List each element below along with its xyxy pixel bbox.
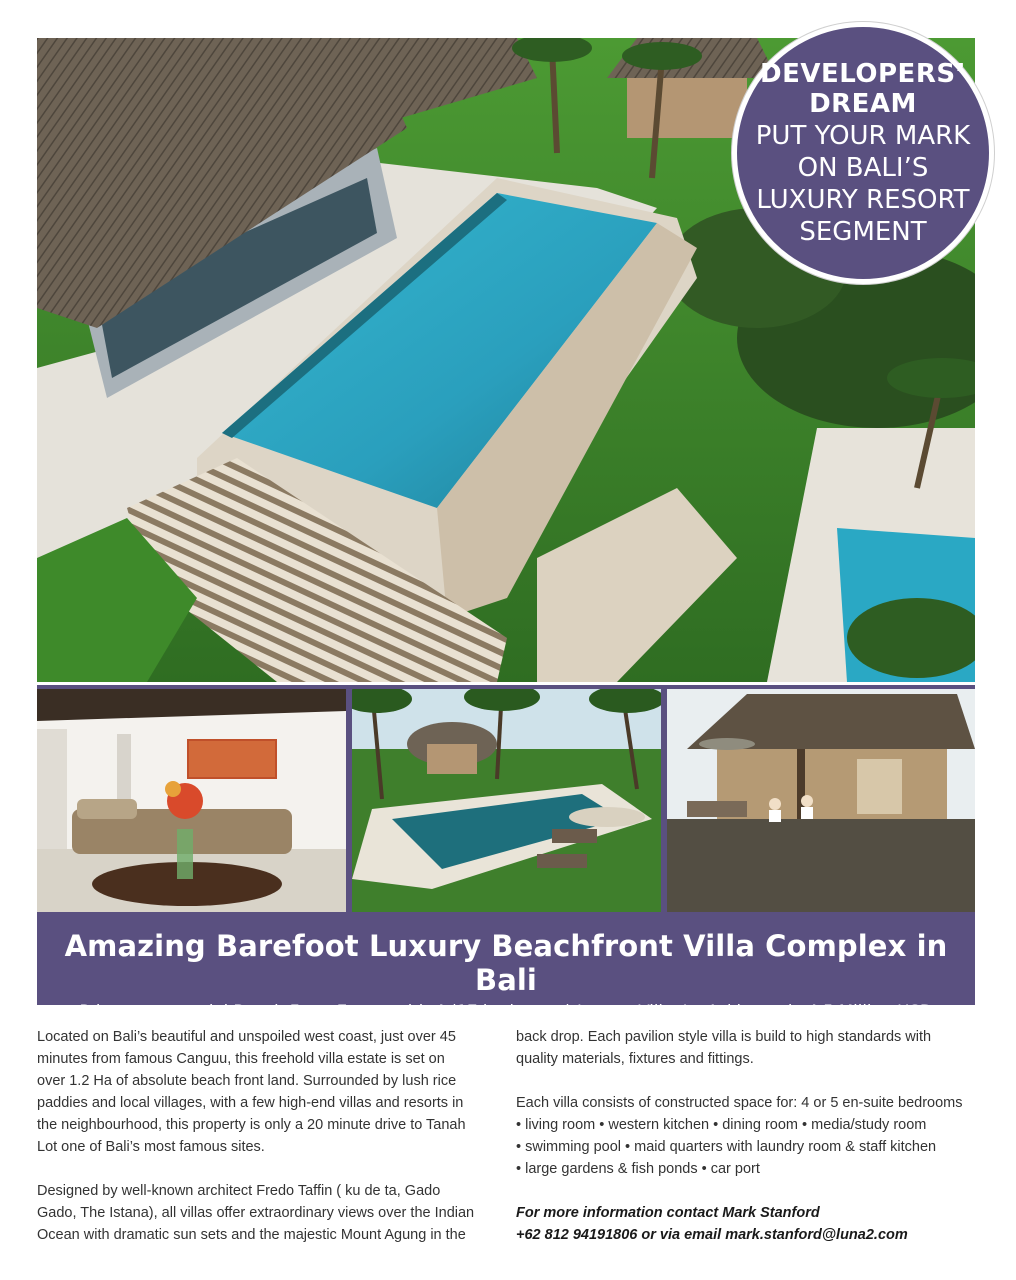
listing-title: Amazing Barefoot Luxury Beachfront Villa Complex in Bali xyxy=(64,929,948,997)
badge-subline-2: ON BALI’S xyxy=(797,153,929,183)
listing-subtitle: Prime commercial Beach Front Estate with 4 (17 bedrooms) Luxury Villas! – Asking only 4.5 Million USD xyxy=(79,1002,933,1021)
body-line: Ocean with dramatic sun sets and the majestic Mount Agung in the xyxy=(37,1227,466,1243)
developers-dream-badge xyxy=(732,22,994,284)
garden-pool-illustration xyxy=(352,689,661,912)
pavilion-villa-photo xyxy=(667,689,975,912)
contact-line-2: +62 812 94191806 or via email mark.stanford@luna2.com xyxy=(516,1227,908,1243)
badge-headline-line-1: DEVELOPERS’ xyxy=(760,59,966,89)
feature-line: • swimming pool • maid quarters with laundry room & staff kitchen xyxy=(516,1139,937,1155)
paragraph-gap xyxy=(516,1070,978,1092)
badge-subline-1: PUT YOUR MARK xyxy=(755,121,971,151)
living-room-illustration xyxy=(37,689,346,912)
body-line: back drop. Each pavilion style villa is build to high standards with xyxy=(516,1029,932,1045)
body-line: Designed by well-known architect Fredo Taffin ( ku de ta, Gado xyxy=(37,1183,441,1199)
body-left-column xyxy=(37,1026,493,1246)
living-room-photo xyxy=(37,689,346,912)
feature-line: • large gardens & fish ponds • car port xyxy=(516,1161,760,1177)
thumbnail-strip xyxy=(37,685,975,913)
badge-subline-4: SEGMENT xyxy=(799,217,927,247)
body-line: Each villa consists of constructed space for: 4 or 5 en-suite bedrooms xyxy=(516,1095,963,1111)
body-line: paddies and local villages, with a few high-end villas and resorts in xyxy=(37,1095,464,1111)
garden-pool-photo xyxy=(352,689,661,912)
body-line: quality materials, fixtures and fittings. xyxy=(516,1051,754,1067)
headline-band xyxy=(37,913,975,1021)
body-right-column xyxy=(516,1026,978,1246)
badge-headline-line-2: DREAM xyxy=(809,89,917,119)
badge-subline-3: LUXURY RESORT xyxy=(756,185,970,215)
body-line: over 1.2 Ha of absolute beach front land. Surrounded by lush rice xyxy=(37,1073,457,1089)
body-line: Located on Bali’s beautiful and unspoiled west coast, just over 45 xyxy=(37,1029,456,1045)
body-line: minutes from famous Canguu, this freehold villa estate is set on xyxy=(37,1051,445,1067)
paragraph-gap xyxy=(37,1158,493,1180)
body-line: Lot one of Bali’s most famous sites. xyxy=(37,1139,265,1155)
body-line: Gado, The Istana), all villas offer extraordinary views over the Indian xyxy=(37,1205,475,1221)
feature-line: • living room • western kitchen • dining room • media/study room xyxy=(516,1117,927,1133)
pavilion-villa-illustration xyxy=(667,689,975,912)
contact-line-1: For more information contact Mark Stanford xyxy=(516,1205,820,1221)
paragraph-gap xyxy=(516,1180,978,1202)
body-line: the neighbourhood, this property is only a 20 minute drive to Tanah xyxy=(37,1117,466,1133)
